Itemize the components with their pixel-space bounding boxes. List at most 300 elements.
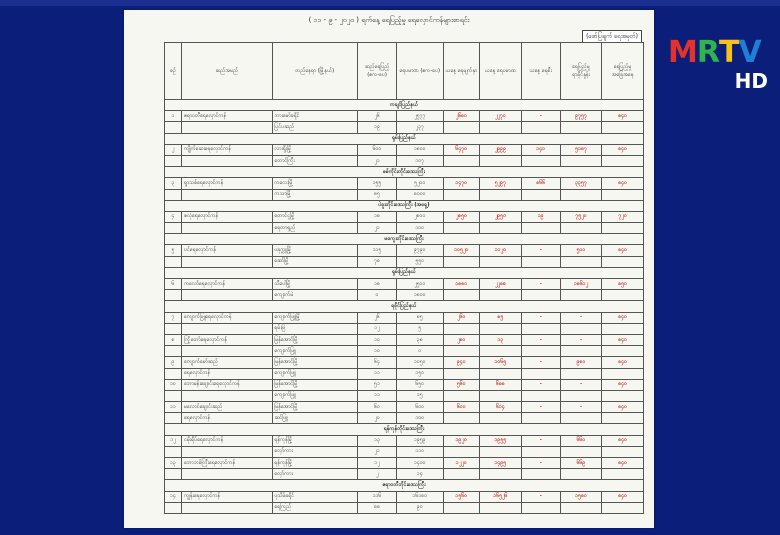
table-row: [165, 346, 644, 357]
cell-g: [602, 502, 644, 513]
cell-type: ပခုက္ကူမြို့: [272, 245, 358, 256]
region-row: [165, 424, 644, 435]
cell-f: ၇၅၂၀: [560, 211, 602, 222]
cell-a: ၁၂: [358, 458, 397, 469]
table-row: [165, 178, 644, 189]
cell-no: ၆: [165, 279, 182, 290]
table-row: [165, 189, 644, 200]
cell-type: မြန်အောင်မြို့: [272, 379, 358, 390]
cell-name: ကျွန်းရေလှောင်ကန်: [182, 491, 272, 502]
cell-c: [443, 413, 480, 424]
cell-a: ၁၈: [358, 279, 397, 290]
cell-c: [443, 323, 480, 334]
cell-g: ၇၂၀: [602, 211, 644, 222]
cell-name: ကြို့တော်ရေလှောင်ကန်: [182, 334, 272, 345]
cell-no: ၉: [165, 357, 182, 368]
cell-type: ပုသိမ်ခရိုင်: [272, 491, 358, 502]
cell-f: [560, 390, 602, 401]
cell-a: ၂၀: [358, 413, 397, 424]
cell-c: [443, 290, 480, 301]
cell-type: ကျောက်ဖြူ: [272, 368, 358, 379]
cell-d: ၂၂၈၈: [480, 279, 522, 290]
cell-name: ကျောက်မော်ဆည်: [182, 357, 272, 368]
cell-e: [521, 323, 560, 334]
cell-d: ၁၁၂၀: [480, 245, 522, 256]
cell-c: ၁၄၇၀: [443, 178, 480, 189]
cell-no: [165, 122, 182, 133]
table-row: [165, 122, 644, 133]
cell-e: -: [521, 435, 560, 446]
cell-e: [521, 413, 560, 424]
cell-b: ၁၅: [397, 390, 443, 401]
cell-d: [480, 189, 522, 200]
cell-a: ၁၅၅: [358, 178, 397, 189]
table-row: [165, 446, 644, 457]
cell-g: ၈၄၀: [602, 312, 644, 323]
cell-f: [560, 323, 602, 334]
cell-no: [165, 290, 182, 301]
cell-f: [560, 223, 602, 234]
cell-e: [521, 502, 560, 513]
cell-f: [560, 469, 602, 480]
cell-type: မြန်အောင်မြို့: [272, 334, 358, 345]
cell-c: ၁၈၈၀: [443, 279, 480, 290]
region-label: ရှမ်းပြည်နယ်: [165, 133, 644, 144]
table-row: [165, 458, 644, 469]
cell-g: ၈၄၀: [602, 245, 644, 256]
cell-no: [165, 413, 182, 424]
logo-letter: M: [668, 35, 697, 70]
cell-b: ၉၇၉၀: [397, 245, 443, 256]
cell-b: ၉၀: [397, 502, 443, 513]
cell-f: [560, 290, 602, 301]
cell-name: [182, 223, 272, 234]
cell-g: ၈၄၀: [602, 491, 644, 502]
cell-name: [182, 469, 272, 480]
cell-d: ၁၉၅၅: [480, 435, 522, 446]
cell-type: လားရှိုးမြို့: [272, 144, 358, 155]
cell-g: ၈၄၀: [602, 402, 644, 413]
cell-g: [602, 256, 644, 267]
cell-f: [560, 368, 602, 379]
cell-d: ၆၈၈: [480, 379, 522, 390]
cell-no: [165, 390, 182, 401]
region-row: [165, 167, 644, 178]
cell-no: [165, 323, 182, 334]
cell-b: ၁၄: [397, 469, 443, 480]
cell-c: ၂၈၀: [443, 334, 480, 345]
cell-type: လှော်ကား: [272, 446, 358, 457]
cell-f: ၉၇၅၇: [560, 111, 602, 122]
cell-a: ၇၈: [358, 256, 397, 267]
cell-name: ရွာသစ်ရေလှောင်ကန်: [182, 178, 272, 189]
cell-c: [443, 122, 480, 133]
cell-b: ၅: [397, 323, 443, 334]
cell-g: ၈၄၀: [602, 435, 644, 446]
cell-e: -: [521, 402, 560, 413]
cell-g: [602, 290, 644, 301]
cell-a: ၁၉: [358, 122, 397, 133]
cell-no: [165, 502, 182, 513]
cell-f: [560, 502, 602, 513]
cell-e: -: [521, 245, 560, 256]
cell-g: ၈၄၀: [602, 144, 644, 155]
cell-a: ၆၀: [358, 402, 397, 413]
cell-g: ၈၄၀: [602, 334, 644, 345]
reservoir-table: [164, 42, 644, 514]
cell-e: [521, 256, 560, 267]
table-body: [165, 100, 644, 514]
cell-d: ၁၀၆၅: [480, 357, 522, 368]
header-cell: ယနေ့ ရေစီး: [521, 43, 560, 100]
cell-no: ၈: [165, 334, 182, 345]
cell-a: ၂၁: [358, 223, 397, 234]
table-row: [165, 144, 644, 155]
cell-type: ဘားမော်ခရိုင်: [272, 111, 358, 122]
cell-type: ပြင်ပဆည်: [272, 122, 358, 133]
cell-f: ၆၆၀: [560, 435, 602, 446]
table-header-row: [165, 43, 644, 100]
cell-d: ၈၅: [480, 312, 522, 323]
cell-type: ရန်ကုန်မြို့: [272, 458, 358, 469]
cell-b: ၁၈၀၀: [397, 290, 443, 301]
cell-no: ၄: [165, 211, 182, 222]
cell-type: မြန်အောင်မြို့: [272, 357, 358, 368]
table-row: [165, 312, 644, 323]
table-row: [165, 279, 644, 290]
cell-name: [182, 346, 272, 357]
cell-g: [602, 469, 644, 480]
cell-b: ၁၀၀: [397, 223, 443, 234]
cell-type: တောင်ကြီး: [272, 155, 358, 166]
cell-g: [602, 346, 644, 357]
cell-e: -: [521, 279, 560, 290]
cell-type: ကသာမြို့: [272, 189, 358, 200]
cell-f: ၅၀၀: [560, 245, 602, 256]
cell-name: ဇလုံရေလှောင်ကန်: [182, 211, 272, 222]
cell-g: [602, 189, 644, 200]
table-row: [165, 469, 644, 480]
cell-no: ၂: [165, 144, 182, 155]
cell-f: [560, 189, 602, 200]
cell-b: ၆၅၀: [397, 379, 443, 390]
table-row: [165, 223, 644, 234]
table-row: [165, 491, 644, 502]
cell-d: ၁၆၅၂၆: [480, 491, 522, 502]
cell-no: ၁၄: [165, 491, 182, 502]
logo-hd-badge: HD: [734, 69, 768, 93]
header-cell: ယနေ့ ရေမျက်နှာ: [443, 43, 480, 100]
cell-a: ၁၁၅: [358, 245, 397, 256]
cell-f: ၆၆၉: [560, 458, 602, 469]
cell-name: [182, 189, 272, 200]
region-row: [165, 301, 644, 312]
cell-name: [182, 390, 272, 401]
cell-c: ၆၀၀: [443, 402, 480, 413]
cell-e: ၈၆၆: [521, 178, 560, 189]
cell-type: ရေကြည်: [272, 502, 358, 513]
cell-b: ၁၀၅၀: [397, 357, 443, 368]
cell-g: [602, 155, 644, 166]
cell-a: ၁၂: [358, 323, 397, 334]
cell-name: ကျောက်ဖြူရေလှောင်ကန်: [182, 312, 272, 323]
cell-c: ၆၄၇၀: [443, 144, 480, 155]
cell-type: ကလေးမြို့: [272, 178, 358, 189]
cell-no: ၁၃: [165, 458, 182, 469]
cell-g: [602, 122, 644, 133]
cell-no: [165, 346, 182, 357]
region-label: မကွေးတိုင်းဒေသကြီး: [165, 234, 644, 245]
cell-b: ၁၁၀: [397, 446, 443, 457]
cell-type: ဆင်ဖြူ: [272, 413, 358, 424]
cell-no: [165, 189, 182, 200]
cell-f: -: [560, 402, 602, 413]
cell-b: ၆၀၀: [397, 402, 443, 413]
cell-d: [480, 256, 522, 267]
table-row: [165, 155, 644, 166]
cell-name: [182, 256, 272, 267]
cell-b: ၃၈: [397, 334, 443, 345]
cell-d: [480, 290, 522, 301]
document-sheet: [124, 10, 654, 528]
cell-c: ၅၆၀: [443, 379, 480, 390]
cell-b: ၁၈၀၀: [397, 144, 443, 155]
cell-g: [602, 323, 644, 334]
header-cell: စဉ်: [165, 43, 182, 100]
cell-a: ၁၃: [358, 435, 397, 446]
cell-f: -: [560, 312, 602, 323]
cell-e: -: [521, 458, 560, 469]
cell-c: [443, 502, 480, 513]
cell-b: ၂၃၇: [397, 122, 443, 133]
table-row: [165, 211, 644, 222]
cell-a: ၁၀: [358, 334, 397, 345]
cell-f: [560, 346, 602, 357]
cell-type: လှော်ကား: [272, 469, 358, 480]
cell-name: ဘောဘစ်ကြီးရေလှောင်ကန်: [182, 458, 272, 469]
cell-g: [602, 446, 644, 457]
cell-name: မလောင်ချောင်းဆည်: [182, 402, 272, 413]
header-cell: ရေပြည့်မှု ရာခိုင်နှုန်း: [560, 43, 602, 100]
cell-e: -: [521, 357, 560, 368]
cell-name: [182, 323, 272, 334]
cell-b: ၈၅: [397, 312, 443, 323]
cell-c: [443, 469, 480, 480]
cell-name: ဧရာဝတီရေလှောင်ကန်: [182, 111, 272, 122]
cell-g: [602, 368, 644, 379]
cell-b: ၅၂၀၀: [397, 178, 443, 189]
cell-c: [443, 189, 480, 200]
region-label: ပဲခူးတိုင်းဒေသကြီး (အရှေ့): [165, 200, 644, 211]
cell-d: [480, 502, 522, 513]
top-border: [0, 0, 780, 6]
cell-no: [165, 256, 182, 267]
cell-e: -: [521, 379, 560, 390]
cell-b: ၁၀၇: [397, 155, 443, 166]
cell-no: [165, 155, 182, 166]
cell-e: [521, 290, 560, 301]
cell-f: ၃၃၅၇: [560, 178, 602, 189]
cell-name: ရေလှောင်ကန်: [182, 413, 272, 424]
cell-e: ၁၉: [521, 211, 560, 222]
table-row: [165, 502, 644, 513]
logo-letter: V: [738, 35, 761, 70]
cell-type: ရေတာရှည်: [272, 223, 358, 234]
cell-c: [443, 223, 480, 234]
cell-b: ၀: [397, 346, 443, 357]
channel-logo: [668, 35, 774, 98]
cell-e: [521, 390, 560, 401]
cell-name: ရေလှောင်ကန်: [182, 368, 272, 379]
cell-g: ၈၄၀: [602, 357, 644, 368]
cell-f: [560, 155, 602, 166]
cell-d: [480, 122, 522, 133]
header-cell: ရေပမာဏ (ဧက-ပေ): [397, 43, 443, 100]
cell-type: တောင်ငူမြို့: [272, 211, 358, 222]
cell-e: [521, 189, 560, 200]
cell-e: [521, 368, 560, 379]
cell-g: ၈၅၀: [602, 279, 644, 290]
cell-f: -: [560, 379, 602, 390]
cell-e: [521, 469, 560, 480]
cell-name: ငမိုးရိပ်ရေလှောင်ကန်: [182, 435, 272, 446]
cell-g: ၈၄၀: [602, 178, 644, 189]
document-title: ( ၁၁ - ၉ - ၂၀၂၀ ) ရက်နေ့ ရေပြည့်မှု ရေလှောင်ကန်များစာရင်း: [308, 16, 470, 24]
table-row: [165, 379, 644, 390]
cell-f: [560, 122, 602, 133]
cell-name: [182, 446, 272, 457]
region-label: ရန်ကုန်တိုင်းဒေသကြီး: [165, 424, 644, 435]
cell-f: [560, 256, 602, 267]
cell-a: ၁၀: [358, 346, 397, 357]
cell-d: [480, 469, 522, 480]
cell-a: ၈၅: [358, 189, 397, 200]
cell-e: [521, 446, 560, 457]
cell-c: [443, 256, 480, 267]
cell-type: ကျောက်ဖြူမြို့: [272, 312, 358, 323]
cell-no: [165, 223, 182, 234]
cell-f: [560, 413, 602, 424]
cell-g: ၈၄၀: [602, 111, 644, 122]
logo-letter: T: [718, 35, 739, 70]
table-row: [165, 290, 644, 301]
header-cell: ဆည်အမည်: [182, 43, 272, 100]
cell-no: ၁၀: [165, 379, 182, 390]
cell-d: [480, 446, 522, 457]
cell-name: ဘောမန်းချောင်းရေလှောင်ကန်: [182, 379, 272, 390]
cell-a: ၁၈: [358, 211, 397, 222]
cell-no: ၅: [165, 245, 182, 256]
cell-f: -: [560, 334, 602, 345]
cell-a: ၅၁: [358, 379, 397, 390]
cell-g: ၈၄၀: [602, 379, 644, 390]
table-row: [165, 334, 644, 345]
cell-f: [560, 446, 602, 457]
cell-b: ၂၅၇၇: [397, 111, 443, 122]
header-cell: တည်နေရာ (မြို့နယ်): [272, 43, 358, 100]
cell-b: ၁၉၅၉: [397, 435, 443, 446]
cell-g: [602, 390, 644, 401]
cell-e: -: [521, 312, 560, 323]
table-row: [165, 111, 644, 122]
cell-b: ၁၀၀: [397, 413, 443, 424]
cell-b: ၅၅၀: [397, 256, 443, 267]
cell-a: ၂: [358, 469, 397, 480]
table-row: [165, 402, 644, 413]
cell-name: [182, 290, 272, 301]
cell-a: ၂၁: [358, 155, 397, 166]
cell-c: ၁၂၂၀: [443, 458, 480, 469]
cell-b: ၈၀၀၀: [397, 189, 443, 200]
region-row: [165, 267, 644, 278]
cell-c: [443, 346, 480, 357]
cell-g: [602, 413, 644, 424]
date-note: (ဖော်ပြချက် ရေအမှတ်): [582, 30, 642, 43]
cell-d: [480, 223, 522, 234]
cell-c: ၂၆၈၀: [443, 111, 480, 122]
region-row: [165, 234, 644, 245]
cell-no: ၁: [165, 111, 182, 122]
cell-e: [521, 155, 560, 166]
cell-a: ၂၆: [358, 312, 397, 323]
cell-c: ၁၉၂၀: [443, 435, 480, 446]
cell-a: ၀: [358, 290, 397, 301]
region-row: [165, 200, 644, 211]
header-cell: ယနေ့ ရေပမာဏ: [480, 43, 522, 100]
table-row: [165, 413, 644, 424]
cell-a: ၂၁: [358, 446, 397, 457]
cell-no: [165, 446, 182, 457]
cell-d: ၂၉၅၀: [480, 211, 522, 222]
cell-c: ၉၄၀: [443, 357, 480, 368]
cell-d: [480, 390, 522, 401]
cell-d: ၁၄၉၅: [480, 458, 522, 469]
cell-c: ၂၈၅၀: [443, 211, 480, 222]
cell-a: ၁၁: [358, 390, 397, 401]
cell-c: [443, 368, 480, 379]
header-cell: ဆည်ရေပြည့် (ဧက-ပေ): [358, 43, 397, 100]
logo-wordmark: [668, 35, 774, 70]
cell-b: ၁၅၀: [397, 368, 443, 379]
cell-d: ၁၃: [480, 334, 522, 345]
cell-c: ၁၅၆၀: [443, 491, 480, 502]
region-label: ကချင်ပြည်နယ်: [165, 100, 644, 111]
cell-e: [521, 122, 560, 133]
cell-a: ၈၈: [358, 502, 397, 513]
cell-d: [480, 368, 522, 379]
cell-d: ၅၂၉၇: [480, 178, 522, 189]
cell-g: [602, 223, 644, 234]
cell-type: ကျောက်မဲ: [272, 290, 358, 301]
cell-b: ၁၄၀၀: [397, 458, 443, 469]
cell-type: ရမ်းဗြဲ: [272, 323, 358, 334]
cell-d: [480, 323, 522, 334]
cell-type: မြန်အောင်မြို့: [272, 402, 358, 413]
cell-no: [165, 368, 182, 379]
cell-d: [480, 155, 522, 166]
cell-e: -: [521, 111, 560, 122]
cell-f: ၉၈၀: [560, 357, 602, 368]
cell-type: ကျောက်ဖြူ: [272, 346, 358, 357]
cell-f: ၁၈၆၁၂: [560, 279, 602, 290]
cell-type: သီပေါမြို့: [272, 279, 358, 290]
cell-no: ၁၂: [165, 435, 182, 446]
cell-a: ၂၆: [358, 111, 397, 122]
table-row: [165, 435, 644, 446]
cell-e: ၁၄၀: [521, 144, 560, 155]
cell-e: -: [521, 491, 560, 502]
cell-d: [480, 413, 522, 424]
